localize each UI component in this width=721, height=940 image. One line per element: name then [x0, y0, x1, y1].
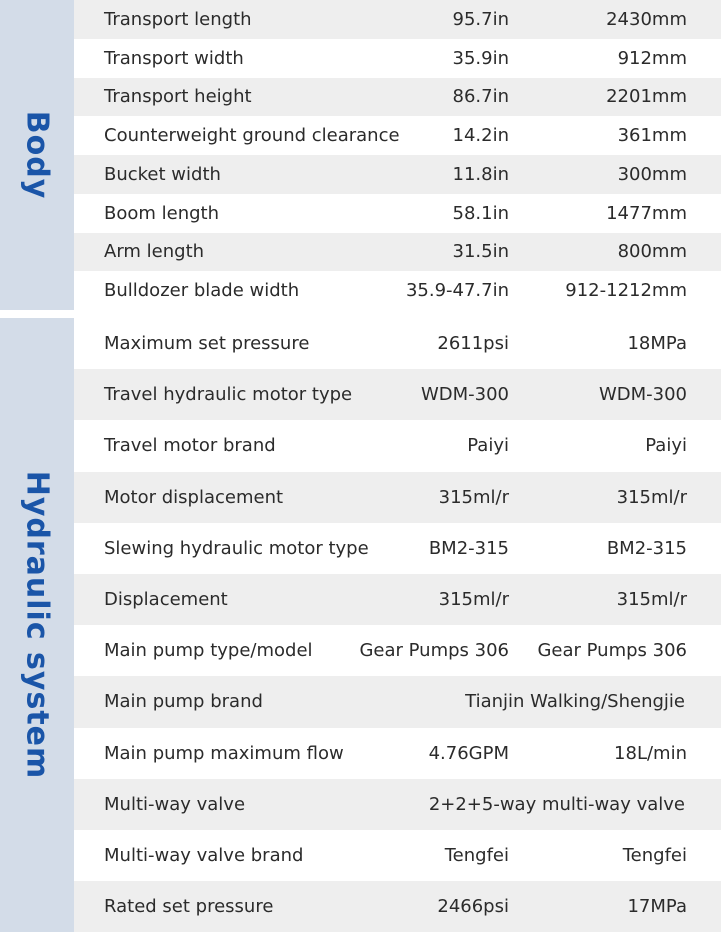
spec-value-metric: 18MPa: [627, 333, 687, 355]
table-row: [74, 194, 721, 233]
spec-name: Transport height: [104, 86, 252, 108]
spec-name: Slewing hydraulic motor type: [104, 537, 369, 559]
spec-name: Boom length: [104, 202, 220, 224]
spec-name: Bucket width: [104, 163, 221, 185]
spec-value-metric: 912mm: [617, 47, 687, 69]
spec-value-metric: 315ml/r: [616, 486, 687, 508]
spec-name: Maximum set pressure: [104, 333, 310, 355]
spec-value-imperial: Gear Pumps 306: [359, 640, 509, 662]
table-row: [74, 625, 721, 676]
spec-value-imperial: 31.5in: [452, 241, 509, 263]
spec-value-metric: BM2-315: [606, 537, 687, 559]
spec-value-metric: Paiyi: [645, 435, 687, 457]
spec-name: Main pump type/model: [104, 640, 313, 662]
spec-name: Transport length: [104, 8, 252, 30]
spec-value-combined: 2+2+5-way multi-way valve: [428, 793, 685, 815]
spec-value-imperial: Paiyi: [467, 435, 509, 457]
table-row: [74, 779, 721, 830]
table-row: [74, 233, 721, 272]
spec-value-metric: 1477mm: [606, 202, 687, 224]
table-row: [74, 271, 721, 310]
spec-value-imperial: 95.7in: [452, 8, 509, 30]
table-row: [74, 155, 721, 194]
spec-name: Multi-way valve: [104, 793, 246, 815]
body-section: [0, 0, 721, 310]
table-row: [74, 420, 721, 471]
section-divider: [0, 310, 721, 318]
spec-value-imperial: 315ml/r: [438, 486, 509, 508]
hydraulic-side-panel: [0, 318, 74, 932]
spec-name: Motor displacement: [104, 486, 284, 508]
spec-name: Bulldozer blade width: [104, 280, 300, 302]
spec-value-imperial: 315ml/r: [438, 589, 509, 611]
table-row: [74, 472, 721, 523]
spec-value-metric: WDM-300: [598, 384, 687, 406]
spec-value-imperial: Tengfei: [444, 845, 509, 867]
table-row: [74, 574, 721, 625]
spec-value-metric: 2201mm: [606, 86, 687, 108]
table-row: [74, 881, 721, 932]
spec-value-imperial: 14.2in: [452, 125, 509, 147]
spec-value-metric: 2430mm: [606, 8, 687, 30]
spec-name: Travel motor brand: [104, 435, 276, 457]
table-row: [74, 318, 721, 369]
spec-name: Main pump maximum flow: [104, 742, 344, 764]
spec-name: Displacement: [104, 589, 228, 611]
spec-value-metric: 361mm: [617, 125, 687, 147]
table-row: [74, 78, 721, 117]
spec-value-imperial: BM2-315: [428, 537, 509, 559]
spec-value-imperial: 2466psi: [437, 896, 509, 918]
hydraulic-section: [0, 318, 721, 932]
spec-value-imperial: 4.76GPM: [428, 742, 509, 764]
table-row: [74, 0, 721, 39]
table-row: [74, 830, 721, 881]
table-row: [74, 116, 721, 155]
spec-value-imperial: 58.1in: [452, 202, 509, 224]
body-side-panel: [0, 0, 74, 310]
spec-value-metric: 912-1212mm: [565, 280, 687, 302]
spec-name: Transport width: [104, 47, 244, 69]
spec-value-metric: 17MPa: [627, 896, 687, 918]
spec-name: Counterweight ground clearance: [104, 125, 400, 147]
spec-name: Multi-way valve brand: [104, 845, 304, 867]
spec-name: Rated set pressure: [104, 896, 274, 918]
spec-value-metric: Gear Pumps 306: [537, 640, 687, 662]
spec-value-imperial: 86.7in: [452, 86, 509, 108]
spec-value-metric: 315ml/r: [616, 589, 687, 611]
table-row: [74, 369, 721, 420]
spec-value-imperial: 35.9in: [452, 47, 509, 69]
table-row: [74, 676, 721, 727]
spec-value-metric: 300mm: [617, 163, 687, 185]
spec-value-imperial: WDM-300: [420, 384, 509, 406]
spec-value-combined: Tianjin Walking/Shengjie: [465, 691, 685, 713]
spec-value-imperial: 35.9-47.7in: [405, 280, 509, 302]
table-row: [74, 728, 721, 779]
spec-name: Arm length: [104, 241, 205, 263]
table-row: [74, 523, 721, 574]
spec-value-metric: 18L/min: [614, 742, 687, 764]
spec-value-metric: Tengfei: [622, 845, 687, 867]
hydraulic-section-label: Hydraulic system: [19, 470, 55, 780]
spec-value-imperial: 11.8in: [452, 163, 509, 185]
spec-name: Main pump brand: [104, 691, 263, 713]
spec-value-metric: 800mm: [617, 241, 687, 263]
spec-name: Travel hydraulic motor type: [104, 384, 353, 406]
table-row: [74, 39, 721, 78]
body-section-label: Body: [19, 110, 55, 200]
spec-value-imperial: 2611psi: [437, 333, 509, 355]
